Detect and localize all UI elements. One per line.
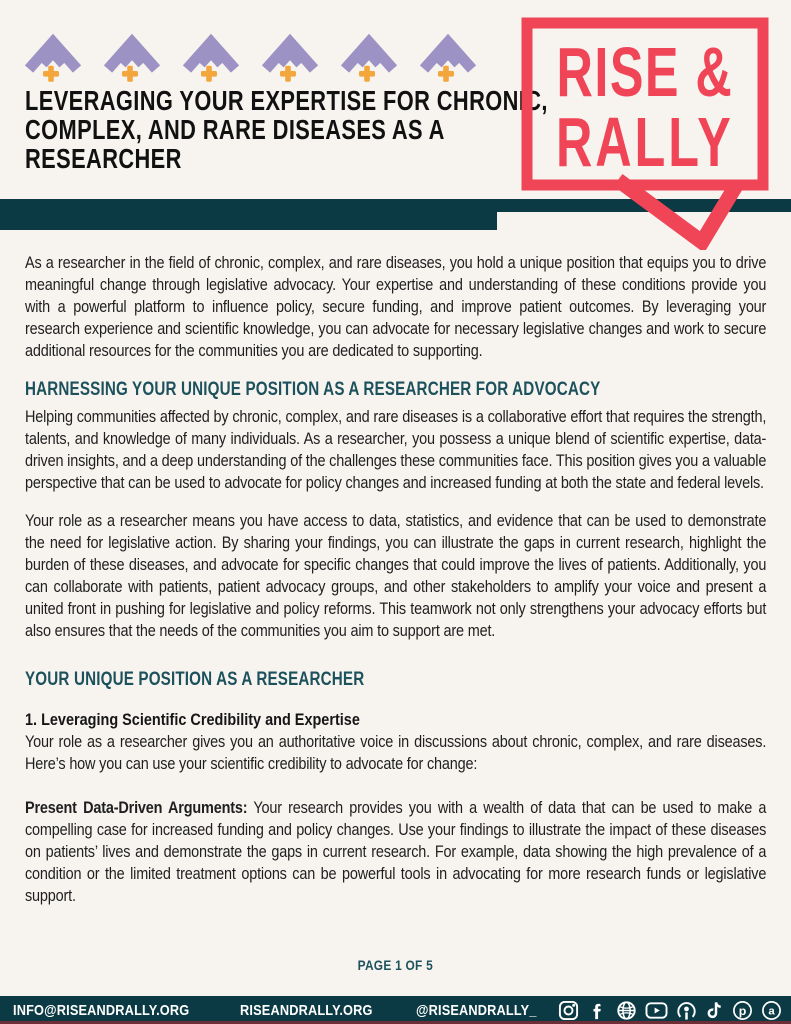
tiktok-icon[interactable] (705, 1000, 724, 1021)
page-title-line: RESEARCHER (25, 143, 182, 174)
section-heading-advocacy: HARNESSING YOUR UNIQUE POSITION AS A RESEARCHER FOR ADVOCACY (25, 379, 601, 400)
intro-paragraph: As a researcher in the field of chronic, complex, and rare diseases, you hold a unique position that equips you to drive meaningful change through legislative advocacy. Your expertise and understanding of these conditions provide you with a powerful platform to influence policy, secure funding, and improve patient outcomes. By leveraging your research experience and scientific knowledge, you can advocate for necessary legislative changes and work to secure additional resources for the communities you are dedicated to supporting. (25, 253, 767, 360)
pinterest-icon[interactable] (732, 1000, 753, 1021)
section-heading-unique-position: YOUR UNIQUE POSITION AS A RESEARCHER (25, 669, 365, 690)
chevron-plus-icon (25, 28, 81, 82)
rise-and-rally-logo (516, 10, 774, 250)
svg-text:a: a (768, 1005, 776, 1018)
footer-website-link[interactable]: RISEANDRALLY.ORG (240, 1001, 374, 1019)
footer-email-link[interactable]: INFO@RISEANDRALLY.ORG (13, 1001, 190, 1019)
footer-social-handle[interactable]: @RISEANDRALLY_ (416, 1001, 538, 1019)
podcast-icon[interactable] (676, 1000, 697, 1021)
chevron-plus-icon (262, 28, 318, 82)
chevron-plus-icon (341, 28, 397, 82)
svg-text:p: p (739, 1003, 747, 1018)
chevron-plus-icon (183, 28, 239, 82)
footer-bar (0, 996, 791, 1024)
chevron-plus-icon (104, 28, 160, 82)
credibility-paragraph: Your role as a researcher gives you an authoritative voice in discussions about chronic, complex, and rare diseases. Here’s how you can use your scientific credibility to advocate for change: (25, 732, 767, 773)
main-content (25, 252, 766, 907)
chevron-decor-row (25, 28, 476, 82)
instagram-icon[interactable] (558, 1000, 579, 1021)
advocacy-paragraph-1: Helping communities affected by chronic, complex, and rare diseases is a collaborative effort that requires the strength, talents, and knowledge of many individuals. As a researcher, you possess a unique blend of scientific expertise, data-driven insights, and a deep understanding of the challenges these communities face. This position gives you a valuable perspective that can be used to advocate for policy changes and increased funding at both the state and federal levels. (25, 407, 767, 492)
facebook-icon[interactable] (587, 1000, 608, 1021)
page-title-line: LEVERAGING YOUR EXPERTISE FOR CHRONIC, (25, 85, 548, 116)
chevron-plus-icon (420, 28, 476, 82)
social-icon-row (558, 1000, 791, 1021)
globe-icon[interactable] (616, 1000, 637, 1021)
teal-accent-bar-left (0, 199, 497, 230)
numbered-subheading: 1. Leveraging Scientific Credibility and Expertise (25, 710, 360, 729)
logo-text-line2: RALLY (556, 102, 734, 181)
logo-text-line1: RISE & (556, 32, 734, 111)
footer-contact-links (13, 1002, 558, 1019)
youtube-icon[interactable] (645, 1000, 668, 1021)
threads-icon[interactable] (761, 1000, 782, 1021)
paragraph-lead-in: Present Data-Driven Arguments: (25, 798, 248, 817)
data-driven-paragraph: Present Data-Driven Arguments: Your research provides you with a wealth of data that can be used to make a compelling case for increased funding and policy changes. Use your findings to illustrate the impact of these diseases on patients’ lives and demonstrate the gaps in current research. For example, data showing the high prevalence of a condition or the limited treatment options can be powerful tools in advocating for more research funds or legislative support. (25, 798, 767, 905)
advocacy-paragraph-2: Your role as a researcher means you have access to data, statistics, and evidence that can be used to demonstrate the need for legislative action. By sharing your findings, you can illustrate the gaps in current research, highlight the burden of these diseases, and advocate for specific changes that could improve the lives of patients. Additionally, you can collaborate with patients, patient advocacy groups, and other stakeholders to amplify your voice and present a united front in pushing for legislative and policy reforms. This teamwork not only strengthens your advocacy efforts but also ensures that the needs of the communities you aim to support are met. (25, 511, 767, 640)
page-title-line: COMPLEX, AND RARE DISEASES AS A (25, 114, 445, 145)
page-indicator: PAGE 1 OF 5 (357, 957, 434, 973)
